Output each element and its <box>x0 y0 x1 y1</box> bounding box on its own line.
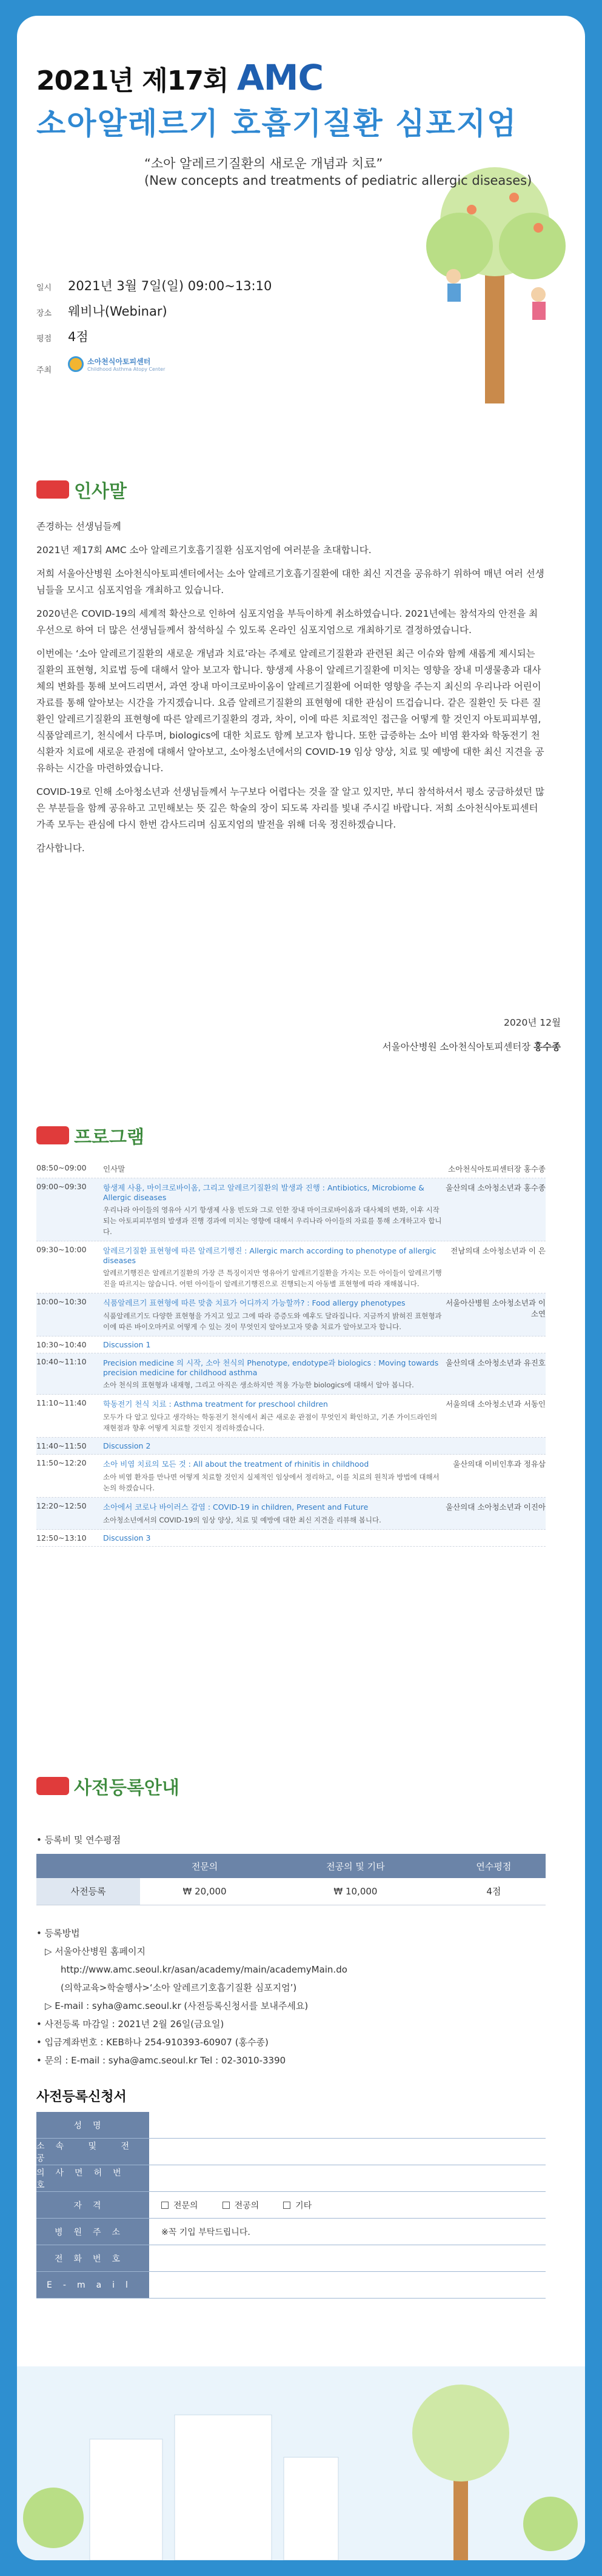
program-time: 09:00~09:30 <box>36 1182 87 1191</box>
program-speaker <box>443 1340 546 1349</box>
fee-header-row <box>36 1854 546 1878</box>
greeting-paragraph-2: 저희 서울아산병원 소아천식아토피센터에서는 소아 알레르기호흡기질환에 대한 최신 지견을 공유하기 위하여 매년 여러 선생님들을 모시고 심포지엄을 개최하고 있습니다. <box>36 568 544 596</box>
greeting-closing: 감사합니다. <box>36 843 85 854</box>
title-line-1 <box>36 57 323 98</box>
form-label: 소속 및 전공 <box>36 2139 149 2165</box>
form-row <box>36 2139 546 2165</box>
method-web: ▷ 서울아산병원 홈페이지 <box>45 1946 145 1957</box>
host-subtitle: Childhood Asthma Atopy Center <box>87 367 166 372</box>
form-label: 전화번호 <box>36 2245 149 2271</box>
fee-col-header: 전공의 및 기타 <box>269 1854 442 1878</box>
center-logo-icon <box>68 356 84 372</box>
program-row <box>36 1293 546 1336</box>
program-description: 소아청소년에서의 COVID-19의 임상 양상, 치료 및 예방에 대한 최신 지견을 리뷰해 봅니다. <box>103 1516 381 1524</box>
form-label: 병원주소 <box>36 2219 149 2245</box>
program-time: 10:40~11:10 <box>36 1357 87 1366</box>
program-row <box>36 1241 546 1293</box>
form-row <box>36 2245 546 2272</box>
registration-url-link[interactable]: http://www.amc.seoul.kr/asan/academy/main/academyMain.do <box>61 1964 347 1975</box>
program-speaker: 전남의대 소아청소년과 이 은 <box>450 1246 546 1255</box>
form-input-field[interactable] <box>149 2165 546 2191</box>
program-body <box>103 1163 443 1174</box>
program-time: 11:10~11:40 <box>36 1398 87 1407</box>
fee-col-header: 연수평점 <box>442 1854 546 1878</box>
program-body <box>103 1458 443 1493</box>
program-time: 08:50~09:00 <box>36 1163 87 1172</box>
tree-illustration <box>417 155 575 410</box>
form-input-field[interactable] <box>149 2139 546 2165</box>
program-title: 소아에서 코로나 바이러스 감염 : COVID-19 in children, Present and Future <box>103 1502 369 1512</box>
checkbox-label: 전공의 <box>234 2200 259 2211</box>
program-description: 우리나라 아이들의 영유아 시기 항생제 사용 빈도와 그로 인한 장내 마이크로바이옴과 대사체의 변화, 이후 시작되는 아토피피부염의 발생과 진행 경과에 미치는 영향에 대해서 우리나라 아이들의 자료를 통해 소개하고자 합니다. <box>103 1206 442 1236</box>
program-time: 09:30~10:00 <box>36 1245 87 1254</box>
greeting-paragraph-4: 이번에는 ‘소아 알레르기질환의 새로운 개념과 치료’라는 주제로 알레르기질환과 관련된 최근 이슈와 함께 새롭게 제시되는 질환의 표현형, 치료법 등에 대해서 알아 보고자 합니다. 향생제 사용이 알레르기질환에 미치는 영향을 장내 미생물총과 대사체의 변화를 통해 보여드리면서, 과연 장내 마이크로바이옴이 알레르기질환에 어떠한 영향을 주는지 최신의 우리나라 어린이 자료를 통해 알아보는 시간을 가지겠습니다. 요즘 알레르기질환의 표현형에 대한 관심이 뜨겁습니다. 같은 질환인 듯 다른 질환인 알레르기질환의 표현형에 따른 알레르기질환의 경과, 차이, 이에 따른 치료적인 접근을 어떻게 할 것인지 아토피피부염, 식품알레르기, 천식에서 다루며, biologics에 대한 치료도 함께 보고자 합니다. 또한 급증하는 소아 비염 환자와 학동전기 천식환자 치료에 새로운 관점에 대해서 알아보고, 소아청소년에서의 COVID-19 임상 양상, 치료 및 예방에 대한 최신 지견을 공유하는 시간을 마련하였습니다. <box>36 648 544 774</box>
theme-english: (New concepts and treatments of pediatric allergic diseases) <box>144 173 532 188</box>
section-badge-icon <box>36 1126 69 1144</box>
contact: • 문의 : E-mail : syha@amc.seoul.kr Tel : 02-3010-3390 <box>36 2055 286 2066</box>
greeting-heading <box>36 476 127 503</box>
form-field-note: ※꼭 기입 부탁드립니다. <box>161 2227 250 2237</box>
theme-korean: “소아 알레르기질환의 새로운 개념과 치료” <box>144 156 383 171</box>
program-row <box>36 1438 546 1455</box>
date-value: 2021년 3월 7일(일) 09:00~13:10 <box>68 279 272 293</box>
program-time: 10:30~10:40 <box>36 1340 87 1349</box>
program-time: 12:50~13:10 <box>36 1533 87 1542</box>
signature-title: 서울아산병원 소아천식아토피센터장 <box>382 1041 534 1052</box>
checkbox-label: 기타 <box>295 2200 312 2211</box>
program-body <box>103 1398 443 1433</box>
method-email: ▷ E-mail : syha@amc.seoul.kr (사전등록신청서를 보내주세요) <box>45 2000 309 2011</box>
program-row <box>36 1178 546 1241</box>
program-title: 소아 비염 치료의 모든 것 : All about the treatment of rhinitis in childhood <box>103 1459 369 1469</box>
date-label: 일시 <box>36 284 52 293</box>
program-body <box>103 1441 443 1450</box>
signature-name: 홍수종 <box>533 1041 561 1052</box>
greeting-heading-text: 인사말 <box>74 481 127 502</box>
program-body <box>103 1533 443 1542</box>
registration-form <box>36 2112 546 2299</box>
program-title: 학동전기 천식 치료 : Asthma treatment for preschool children <box>103 1399 328 1409</box>
form-row <box>36 2112 546 2139</box>
program-body <box>103 1501 443 1525</box>
host-label: 주최 <box>36 366 52 375</box>
program-row <box>36 1530 546 1547</box>
program-body <box>103 1182 443 1237</box>
checkbox-icon[interactable] <box>222 2202 230 2209</box>
form-input-field[interactable] <box>149 2192 546 2218</box>
program-time: 11:40~11:50 <box>36 1441 87 1450</box>
program-description: 소아 천식의 표현형과 내재형, 그리고 아직은 생소하지만 적용 가능한 biologics에 대해서 알아 봅니다. <box>103 1381 414 1389</box>
greeting-letter <box>36 519 546 864</box>
deadline: • 사전등록 마감일 : 2021년 2월 26일(금요일) <box>36 2019 224 2030</box>
program-speaker: 울산의대 이비인후과 정유삼 <box>453 1459 546 1469</box>
checkbox-icon[interactable] <box>283 2202 290 2209</box>
credit-value: 4점 <box>68 330 89 344</box>
checkbox-label: 전문의 <box>173 2200 198 2211</box>
credit-label: 평점 <box>36 334 52 344</box>
program-description: 소아 비염 환자를 만나면 어떻게 치료할 것인지 실제적인 임상에서 정리하고, 이를 치료의 원칙과 방법에 대해서 논의 하겠습니다. <box>103 1473 440 1492</box>
program-row <box>36 1455 546 1498</box>
program-time: 10:00~10:30 <box>36 1297 87 1306</box>
fee-cell: 사전등록 <box>36 1878 140 1905</box>
greeting-paragraph-3: 2020년은 COVID-19의 세계적 확산으로 인하여 심포지엄을 부득이하게 취소하였습니다. 2021년에는 참석자의 안전을 최우선으로 하여 더 많은 선생님들께서 참석하실 수 있도록 온라인 심포지엄으로 개최하기로 결정하였습니다. <box>36 608 538 636</box>
title-edition: 2021년 제17회 <box>36 65 229 96</box>
checkbox-specialist[interactable] <box>161 2199 198 2211</box>
title-line-2: 소아알레르기 호흡기질환 심포지엄 <box>36 106 518 141</box>
program-table <box>36 1160 546 1547</box>
content-card <box>17 16 585 2560</box>
greeting-paragraph-5: COVID-19로 인해 소아청소년과 선생님들께서 누구보다 어렵다는 것을 잘 알고 있지만, 부디 참석하셔서 평소 궁금하셨던 많은 부분들을 함께 공유하고 고민해보는 뜻 깊은 학술의 장이 되도록 자리를 빛내 주시길 바랍니다. 저희 소아천식아토피센터 가족 모두는 관심에 다시 한번 감사드리며 심포지엄의 발전을 위해 더욱 정진하겠습니다. <box>36 786 544 830</box>
fee-cell: ₩ 10,000 <box>269 1878 442 1905</box>
program-body <box>103 1340 443 1349</box>
fee-cell: ₩ 20,000 <box>140 1878 269 1905</box>
program-speaker: 울산의대 소아청소년과 홍수종 <box>446 1183 546 1192</box>
program-description: 모두가 다 알고 있다고 생각하는 학동전기 천식에서 최근 새로운 관점이 무엇인지 확인하고, 기존 가이드라인의 재현점과 향후 어떻게 치료할 것인지 정리하겠습니다. <box>103 1413 438 1432</box>
program-row <box>36 1395 546 1438</box>
salutation: 존경하는 선생님들께 <box>36 521 121 532</box>
program-title: 항생제 사용, 마이크로바이옴, 그리고 알레르기질환의 발생과 진행 : Antibiotics, Microbiome & Allergic diseases <box>103 1183 424 1202</box>
checkbox-icon[interactable] <box>161 2202 169 2209</box>
form-input-field[interactable] <box>149 2112 546 2138</box>
program-speaker: 울산의대 소아청소년과 유진호 <box>446 1358 546 1367</box>
theme <box>144 155 532 189</box>
form-input-field[interactable] <box>149 2245 546 2271</box>
section-badge-icon <box>36 480 69 499</box>
registration-path: (의학교육>학술행사>‘소아 알레르기호흡기질환 심포지엄’) <box>61 1982 297 1993</box>
program-description: 알레르기행진은 알레르기질환의 가장 큰 특징이지만 영유아기 알레르기질환을 가지는 모든 아이들이 알레르기행진을 따르지는 않습니다. 어떤 아이들이 알레르기행진으로 진행되는지 아동별 표현형에 따라 재해봅니다. <box>103 1269 442 1288</box>
program-time: 12:20~12:50 <box>36 1501 87 1510</box>
program-row <box>36 1336 546 1353</box>
form-input-field[interactable] <box>149 2272 546 2298</box>
program-heading-text: 프로그램 <box>74 1127 144 1148</box>
program-title: 인사말 <box>103 1164 125 1173</box>
program-speaker <box>443 1533 546 1542</box>
fee-heading: • 등록비 및 연수평점 <box>36 1834 121 1845</box>
checkbox-resident[interactable] <box>222 2199 259 2211</box>
form-label: 의사면허번호 <box>36 2165 149 2191</box>
program-title: 식품알레르기 표현형에 따른 맞춤 치료가 어디까지 가능할까? : Food allergy phenotypes <box>103 1298 406 1307</box>
program-title: Discussion 2 <box>103 1441 151 1450</box>
program-body <box>103 1357 443 1390</box>
form-row <box>36 2192 546 2219</box>
fee-col-header <box>36 1854 140 1878</box>
form-label: 자격 <box>36 2192 149 2218</box>
bottom-illustration <box>17 2366 585 2560</box>
fee-col-header: 전문의 <box>140 1854 269 1878</box>
form-row <box>36 2272 546 2299</box>
program-body <box>103 1245 443 1289</box>
program-time: 11:50~12:20 <box>36 1458 87 1467</box>
section-badge-icon <box>36 1777 69 1795</box>
program-body <box>103 1297 443 1332</box>
greeting-date: 2020년 12월 <box>503 1017 561 1028</box>
program-title: Precision medicine 의 시작, 소아 천식의 Phenotype, endotype과 biologics : Moving towards precision medicine for childhood asthma <box>103 1358 439 1377</box>
title-amc: AMC <box>236 57 324 98</box>
form-row <box>36 2219 546 2245</box>
program-description: 식품알레르기도 다양한 표현형을 가지고 있고 그에 따라 증증도와 예후도 달라집니다. 지금까지 밝혀진 표현형과 이에 따른 바이오마커로 어떻게 수 있는 것이 무엇인지 알아보고자 맞춤 치료가 알아보고자 합니다. <box>103 1312 442 1331</box>
program-row <box>36 1353 546 1395</box>
registration-heading-text: 사전등록안내 <box>74 1778 179 1799</box>
fee-cell: 4점 <box>442 1878 546 1905</box>
form-title: 사전등록신청서 <box>36 2090 127 2105</box>
form-label: 성명 <box>36 2112 149 2138</box>
program-speaker: 울산의대 소아청소년과 이진아 <box>446 1502 546 1512</box>
place-label: 장소 <box>36 309 52 318</box>
registration-details <box>36 1924 546 2070</box>
program-speaker: 소아천식아토피센터장 홍수종 <box>448 1164 546 1173</box>
program-row <box>36 1498 546 1530</box>
bank-account: • 입금계좌번호 : KEB하나 254-910393-60907 (홍수종) <box>36 2037 269 2048</box>
program-heading <box>36 1122 144 1149</box>
host <box>68 356 165 372</box>
program-speaker: 서울의대 소아청소년과 서동인 <box>446 1399 546 1409</box>
program-speaker <box>443 1441 546 1450</box>
greeting-paragraph-1: 2021년 제17회 AMC 소아 알레르기호흡기질환 심포지엄에 여러분을 초대합니다. <box>36 545 372 556</box>
program-row <box>36 1160 546 1178</box>
program-title: Discussion 1 <box>103 1340 151 1349</box>
program-title: Discussion 3 <box>103 1533 151 1542</box>
fee-row <box>36 1878 546 1905</box>
checkbox-other[interactable] <box>283 2199 312 2211</box>
registration-heading <box>36 1773 179 1799</box>
method-label: • 등록방법 <box>36 1928 80 1939</box>
form-label: E-mail <box>36 2272 149 2298</box>
signature <box>383 1040 561 1053</box>
program-title: 알레르기질환 표현형에 따른 알레르기행진 : Allergic march according to phenotype of allergic diseases <box>103 1246 436 1265</box>
form-row <box>36 2165 546 2192</box>
fee-table <box>36 1854 546 1905</box>
place-value: 웨비나(Webinar) <box>68 304 167 319</box>
host-name: 소아천식아토피센터 <box>87 357 151 366</box>
form-input-field[interactable] <box>149 2219 546 2245</box>
program-speaker: 서울아산병원 소아청소년과 이소연 <box>446 1298 546 1318</box>
